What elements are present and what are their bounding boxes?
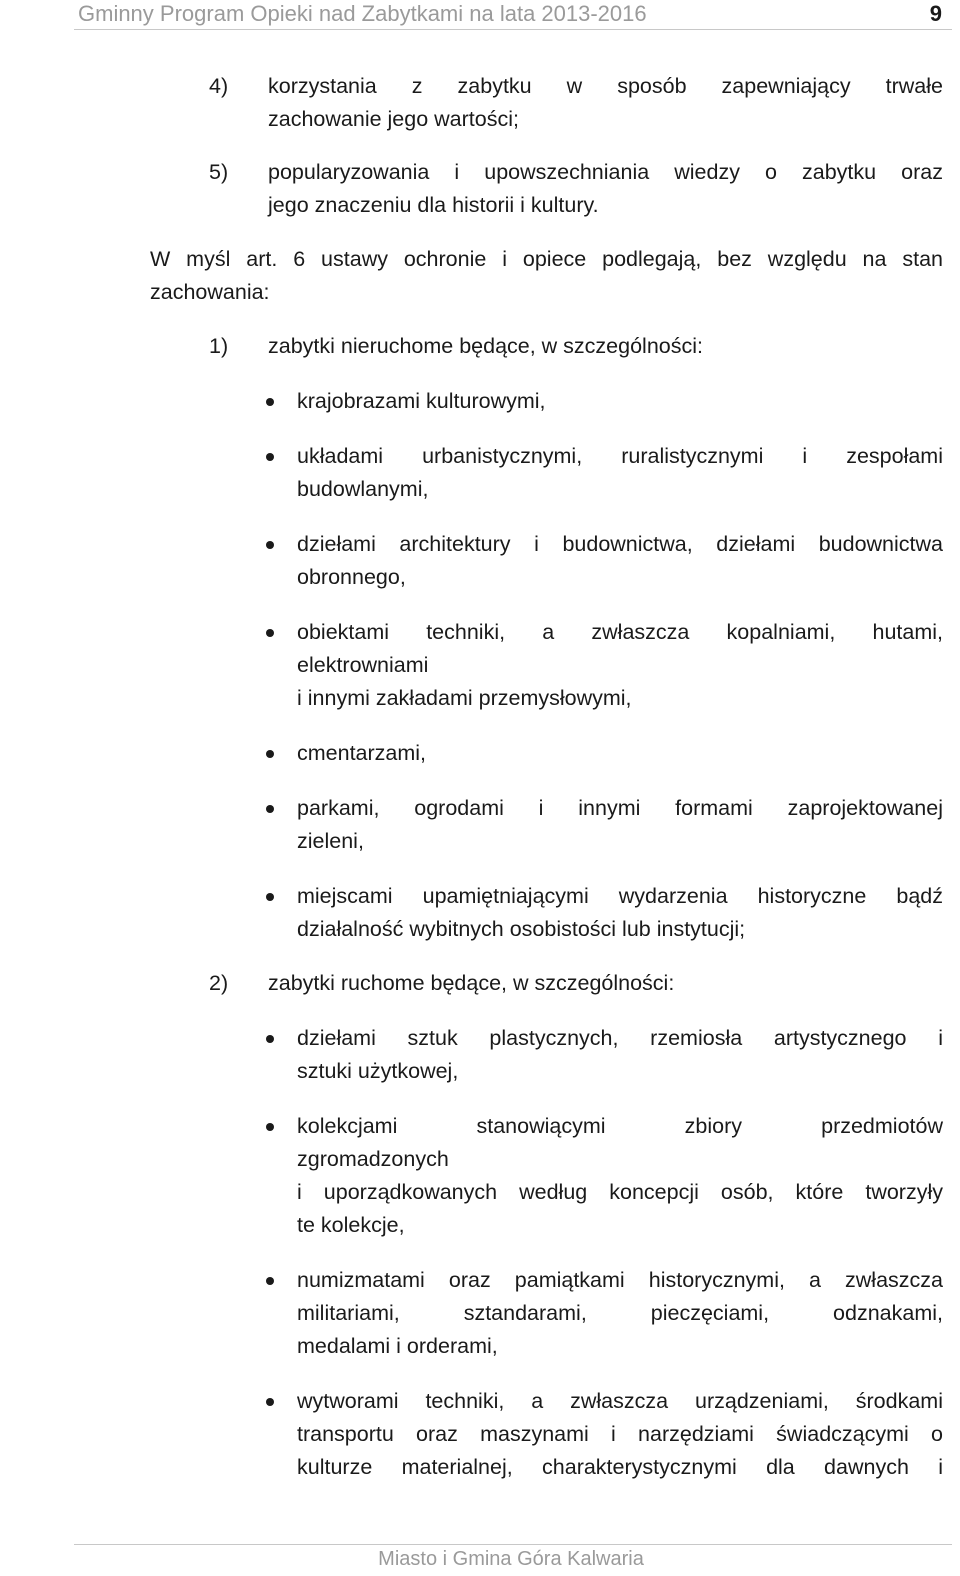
item-number: 5) (209, 160, 229, 184)
bullet-line: budowlanymi, (297, 477, 429, 501)
bullet-line: militariami, sztandarami, pieczęciami, odznakami, (297, 1301, 943, 1325)
bullet-line: te kolekcje, (297, 1213, 405, 1237)
bullet-line: zgromadzonych (297, 1147, 449, 1171)
bullet-line: dziełami sztuk plastycznych, rzemiosła artystycznego i (297, 1026, 943, 1050)
bullet-icon (266, 1277, 274, 1285)
paragraph-line: zachowania: (150, 280, 270, 304)
item-text-line: jego znaczeniu dla historii i kultury. (268, 193, 599, 217)
bullet-icon (266, 1123, 274, 1131)
bullet-icon (266, 1398, 274, 1406)
bullet-line: transportu oraz maszynami i narzędziami świadczącymi o (297, 1422, 943, 1446)
bullet-icon (266, 805, 274, 813)
footer-divider (74, 1544, 952, 1545)
footer-text: Miasto i Gmina Góra Kalwaria (378, 1548, 644, 1570)
item-text-line: popularyzowania i upowszechniania wiedzy o zabytku oraz (268, 160, 943, 184)
section-heading: zabytki nieruchome będące, w szczególności: (268, 334, 703, 358)
bullet-icon (266, 629, 274, 637)
bullet-line: kulturze materialnej, charakterystycznymi dla dawnych i (297, 1455, 943, 1479)
item-text-line: zachowanie jego wartości; (268, 107, 519, 131)
bullet-line: elektrowniami (297, 653, 429, 677)
bullet-icon (266, 750, 274, 758)
bullet-line: cmentarzami, (297, 741, 427, 765)
bullet-line: krajobrazami kulturowymi, (297, 389, 546, 413)
bullet-icon (266, 893, 274, 901)
page-number: 9 (929, 1, 942, 26)
bullet-line: sztuki użytkowej, (297, 1059, 459, 1083)
bullet-line: układami urbanistycznymi, ruralistycznymi i zespołami (297, 444, 943, 468)
bullet-line: miejscami upamiętniającymi wydarzenia historyczne bądź (297, 884, 943, 908)
item-number: 4) (209, 74, 229, 98)
bullet-line: medalami i orderami, (297, 1334, 498, 1358)
section-heading: zabytki ruchome będące, w szczególności: (268, 971, 675, 995)
header-divider (74, 29, 952, 30)
bullet-icon (266, 453, 274, 461)
bullet-line: obronnego, (297, 565, 406, 589)
bullet-line: obiektami techniki, a zwłaszcza kopalniami, hutami, (297, 620, 943, 644)
bullet-line: parkami, ogrodami i innymi formami zaprojektowanej (297, 796, 943, 820)
bullet-line: i innymi zakładami przemysłowymi, (297, 686, 632, 710)
bullet-icon (266, 398, 274, 406)
document-title: Gminny Program Opieki nad Zabytkami na lata 2013-2016 (78, 1, 647, 26)
bullet-line: zieleni, (297, 829, 364, 853)
bullet-line: wytworami techniki, a zwłaszcza urządzeniami, środkami (297, 1389, 943, 1413)
paragraph-line: W myśl art. 6 ustawy ochronie i opiece podlegają, bez względu na stan (150, 247, 943, 271)
bullet-line: i uporządkowanych według koncepcji osób, które tworzyły (297, 1180, 943, 1204)
item-text-line: korzystania z zabytku w sposób zapewniający trwałe (268, 74, 943, 98)
bullet-line: kolekcjami stanowiącymi zbiory przedmiotów (297, 1114, 943, 1138)
section-number: 1) (209, 334, 229, 358)
bullet-line: numizmatami oraz pamiątkami historycznymi, a zwłaszcza (297, 1268, 943, 1292)
bullet-line: dziełami architektury i budownictwa, dziełami budownictwa (297, 532, 943, 556)
bullet-icon (266, 1035, 274, 1043)
bullet-line: działalność wybitnych osobistości lub instytucji; (297, 917, 746, 941)
bullet-icon (266, 541, 274, 549)
section-number: 2) (209, 971, 229, 995)
